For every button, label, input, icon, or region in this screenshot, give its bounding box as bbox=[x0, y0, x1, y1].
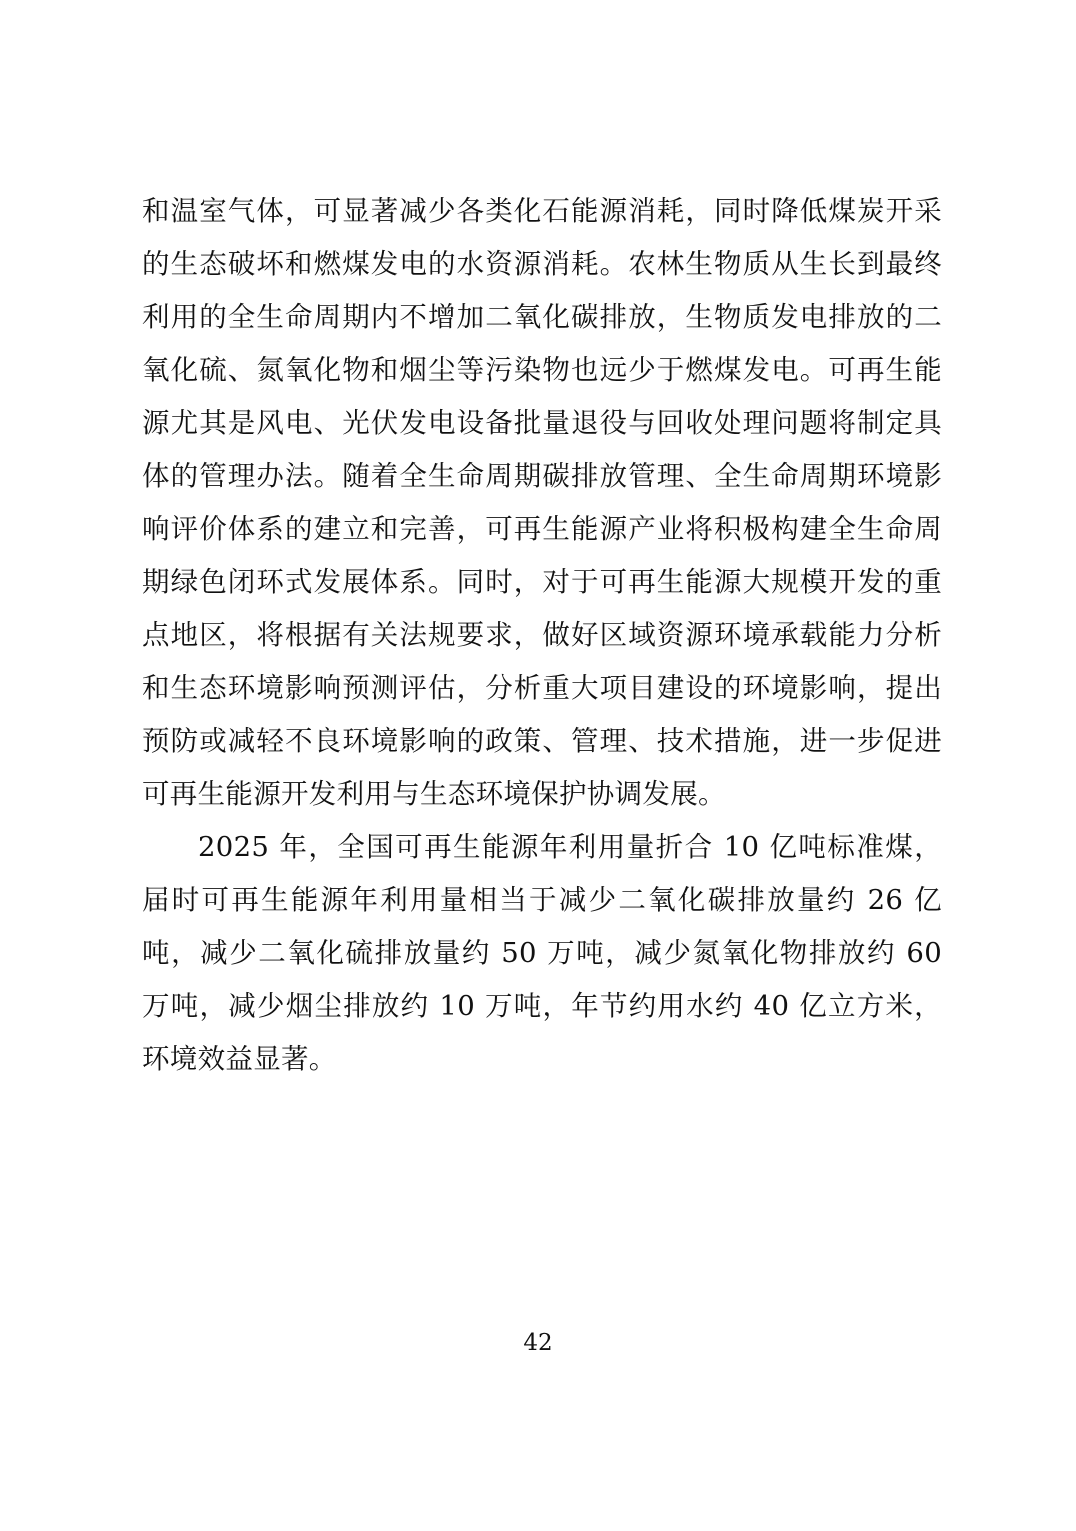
page-body bbox=[142, 185, 942, 1086]
page-number: 42 bbox=[523, 1330, 553, 1356]
paragraph-continuation: 和温室气体，可显著减少各类化石能源消耗，同时降低煤炭开采的生态破坏和燃煤发电的水资源消耗。农林生物质从生长到最终利用的全生命周期内不增加二氧化碳排放，生物质发电排放的二氧化硫、氮氧化物和烟尘等污染物也远少于燃煤发电。可再生能源尤其是风电、光伏发电设备批量退役与回收处理问题将制定具体的管理办法。随着全生命周期碳排放管理、全生命周期环境影响评价体系的建立和完善，可再生能源产业将积极构建全生命周期绿色闭环式发展体系。同时，对于可再生能源大规模开发的重点地区，将根据有关法规要求，做好区域资源环境承载能力分析和生态环境影响预测评估，分析重大项目建设的环境影响，提出预防或减轻不良环境影响的政策、管理、技术措施，进一步促进可再生能源开发利用与生态环境保护协调发展。 bbox=[142, 195, 942, 810]
paragraph-targets: 2025 年，全国可再生能源年利用量折合 10 亿吨标准煤，届时可再生能源年利用量相当于减少二氧化碳排放量约 26 亿吨，减少二氧化硫排放量约 50 万吨，减少氮氧化物排放约 60 万吨，减少烟尘排放约 10 万吨，年节约用水约 40 亿立方米，环境效益显著。 bbox=[142, 831, 942, 1075]
